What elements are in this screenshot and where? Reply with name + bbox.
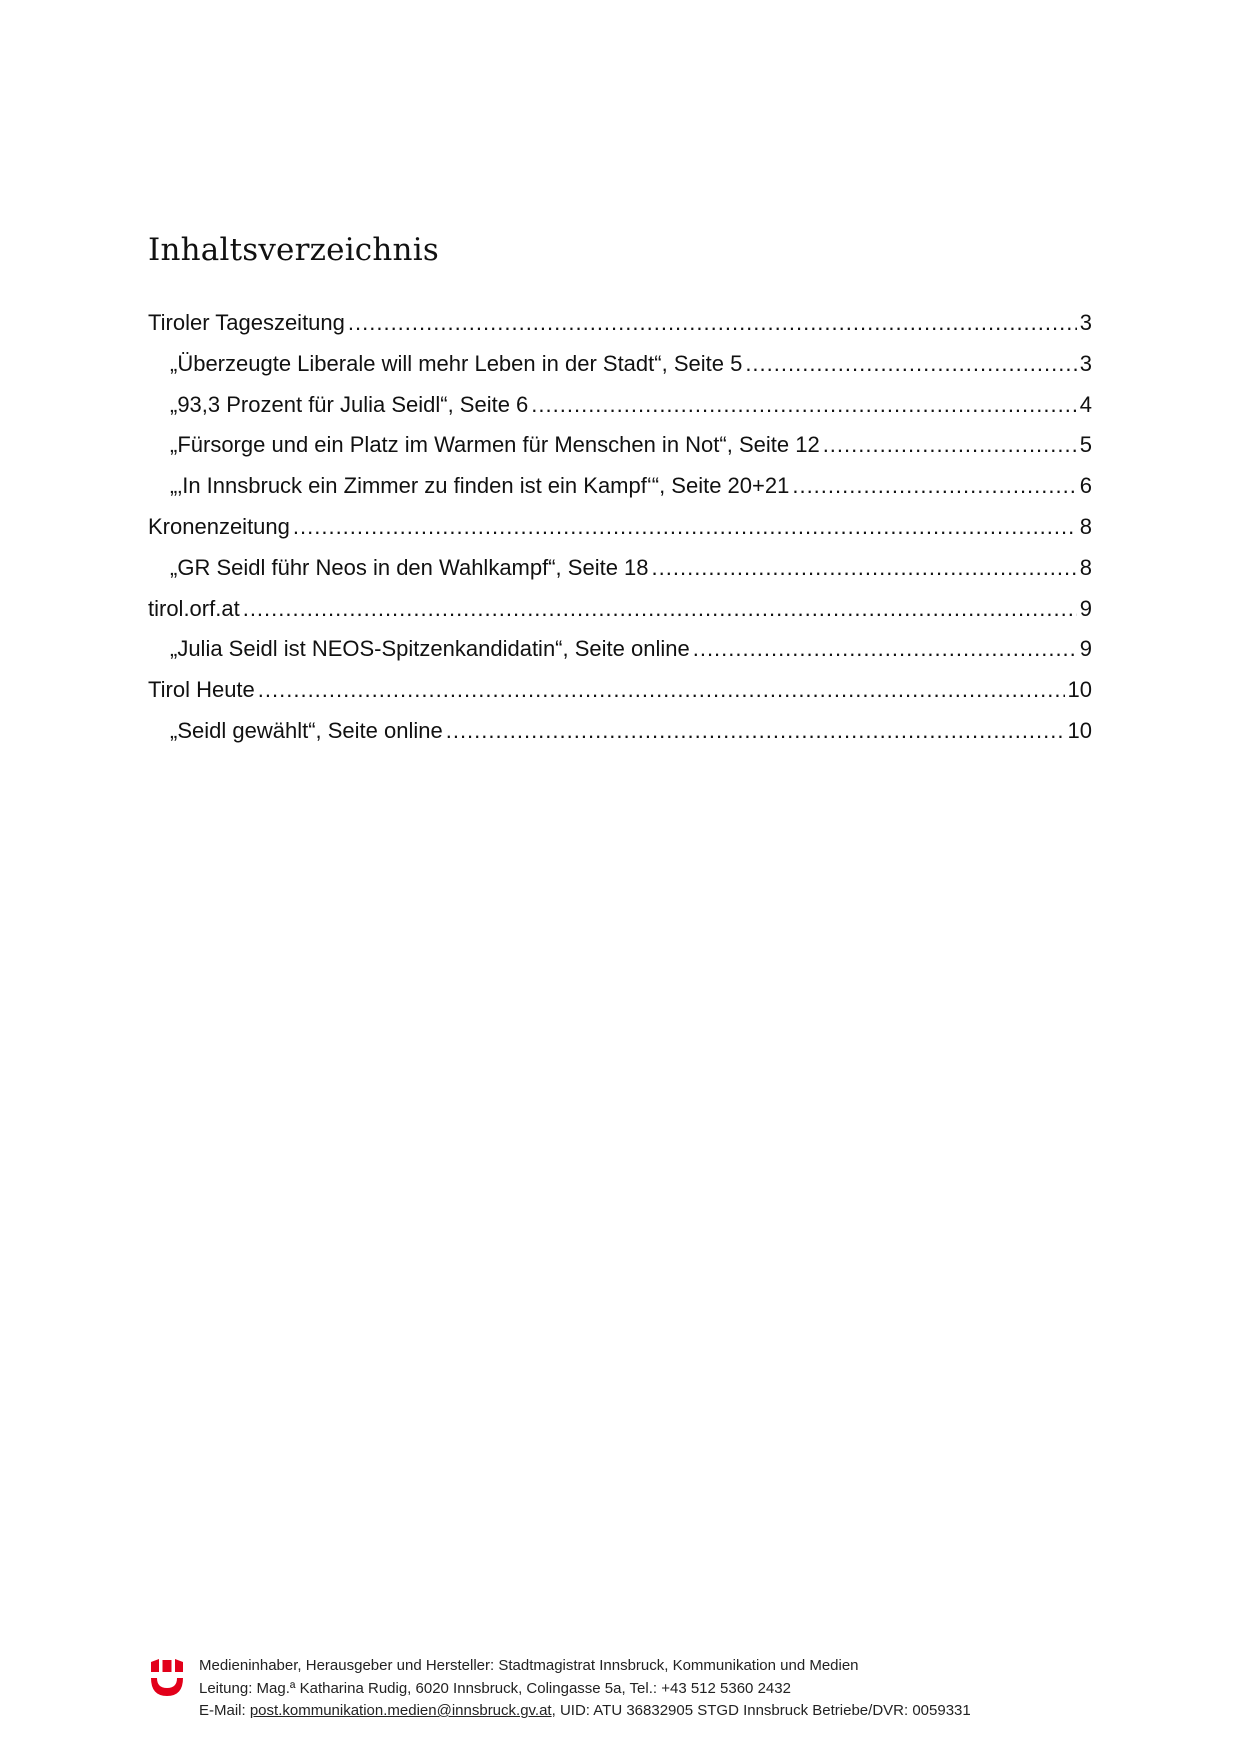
toc-title: Inhaltsverzeichnis bbox=[148, 232, 439, 268]
footer-contact-line bbox=[199, 1700, 971, 1723]
toc-page-number: 6 bbox=[1079, 473, 1092, 499]
table-of-contents bbox=[148, 303, 1092, 752]
toc-entry-text: Tirol Heute bbox=[148, 677, 255, 703]
footer-uid-text: , UID: ATU 36832905 STGD Innsbruck Betriebe/DVR: 0059331 bbox=[551, 1702, 971, 1719]
toc-entry[interactable] bbox=[148, 711, 1092, 752]
toc-entry[interactable] bbox=[148, 425, 1092, 466]
toc-entry[interactable] bbox=[148, 589, 1092, 630]
toc-page-number: 9 bbox=[1079, 595, 1092, 621]
toc-entry-text: „Julia Seidl ist NEOS-Spitzenkandidatin“, Seite online bbox=[170, 636, 690, 662]
footer-email-prefix: E-Mail: bbox=[199, 1702, 250, 1719]
toc-entry[interactable] bbox=[148, 466, 1092, 507]
footer-email-link[interactable]: post.kommunikation.medien@innsbruck.gv.at bbox=[249, 1702, 552, 1719]
toc-leader-dots bbox=[258, 670, 1065, 711]
toc-entry-text: „93,3 Prozent für Julia Seidl“, Seite 6 bbox=[170, 391, 529, 417]
toc-entry[interactable] bbox=[148, 303, 1092, 344]
toc-page-number: 5 bbox=[1079, 432, 1092, 458]
toc-page-number: 10 bbox=[1067, 677, 1092, 703]
toc-leader-dots bbox=[652, 548, 1077, 589]
toc-entry-text: Tiroler Tageszeitung bbox=[148, 310, 345, 335]
toc-leader-dots bbox=[293, 507, 1077, 548]
toc-leader-dots bbox=[693, 629, 1077, 670]
footer-management-line: Leitung: Mag.ª Katharina Rudig, 6020 Innsbruck, Colingasse 5a, Tel.: +43 512 5360 2432 bbox=[199, 1679, 791, 1697]
innsbruck-city-logo-icon bbox=[150, 1659, 184, 1697]
toc-entry[interactable] bbox=[148, 385, 1092, 426]
toc-leader-dots bbox=[348, 303, 1077, 344]
toc-entry-text: „Fürsorge und ein Platz im Warmen für Menschen in Not“, Seite 12 bbox=[170, 432, 820, 458]
toc-entry[interactable] bbox=[148, 548, 1092, 589]
footer-imprint bbox=[199, 1655, 971, 1723]
toc-page-number: 8 bbox=[1079, 513, 1092, 539]
toc-leader-dots bbox=[531, 385, 1076, 426]
toc-leader-dots bbox=[243, 589, 1077, 630]
footer-publisher-line: Medieninhaber, Herausgeber und Hersteller: Stadtmagistrat Innsbruck, Kommunikation und Medien bbox=[199, 1657, 859, 1674]
toc-entry-text: „Überzeugte Liberale will mehr Leben in der Stadt“, Seite 5 bbox=[170, 350, 743, 376]
toc-entry[interactable] bbox=[148, 629, 1092, 670]
toc-page-number: 10 bbox=[1067, 717, 1092, 743]
toc-entry-text: tirol.orf.at bbox=[148, 595, 240, 621]
toc-page-number: 9 bbox=[1079, 636, 1092, 662]
toc-leader-dots bbox=[823, 425, 1077, 466]
toc-entry-text: „GR Seidl führ Neos in den Wahlkampf“, Seite 18 bbox=[170, 554, 649, 580]
toc-page-number: 3 bbox=[1079, 310, 1092, 335]
toc-entry-text: Kronenzeitung bbox=[148, 513, 290, 539]
toc-leader-dots bbox=[745, 344, 1076, 385]
toc-page-number: 3 bbox=[1079, 350, 1092, 376]
toc-entry-text: „‚In Innsbruck ein Zimmer zu finden ist ein Kampf‘“, Seite 20+21 bbox=[170, 473, 790, 499]
toc-entry-text: „Seidl gewählt“, Seite online bbox=[170, 717, 443, 743]
toc-leader-dots bbox=[446, 711, 1065, 752]
toc-entry[interactable] bbox=[148, 344, 1092, 385]
toc-leader-dots bbox=[792, 466, 1076, 507]
toc-page-number: 4 bbox=[1079, 391, 1092, 417]
toc-entry[interactable] bbox=[148, 670, 1092, 711]
toc-page-number: 8 bbox=[1079, 554, 1092, 580]
toc-entry[interactable] bbox=[148, 507, 1092, 548]
